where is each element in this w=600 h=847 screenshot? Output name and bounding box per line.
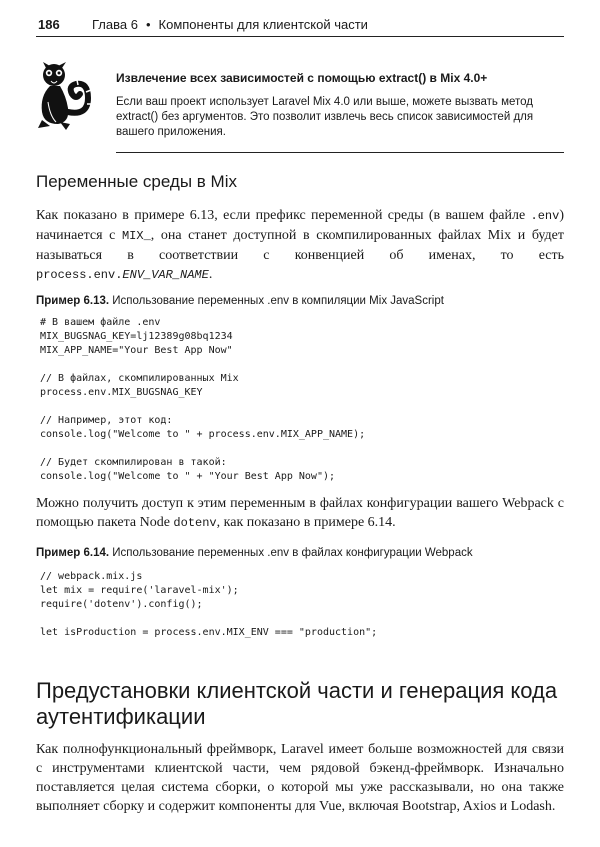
chapter-label: Глава 6 (92, 17, 138, 32)
example-label: Пример 6.13. (36, 295, 110, 307)
section-heading-presets: Предустановки клиентской части и генерация кода аутентификации (36, 678, 558, 729)
paragraph-text: . (208, 267, 213, 282)
lemur-icon (36, 62, 98, 132)
paragraph-env-prefix (36, 206, 564, 285)
tip-title: Извлечение всех зависимостей с помощью extract() в Mix 4.0+ (116, 71, 488, 85)
paragraph-text: Можно получить доступ к этим переменным в файлах конфигурации вашего Webpack с помощью пакета Node (36, 496, 564, 530)
paragraph-text: , как показано в примере 6.14. (216, 515, 396, 530)
tip-divider (116, 152, 564, 153)
example-caption-text: Использование переменных .env в файлах конфигурации Webpack (112, 547, 473, 559)
inline-code-env-file: .env (530, 209, 560, 223)
tip-body: Если ваш проект использует Laravel Mix 4.0 или выше, можете вызвать метод extract() без аргументов. Это позволит извлечь весь список зависимостей для вашего приложения. (116, 96, 534, 138)
inline-code-mix-prefix: MIX_ (121, 229, 151, 243)
paragraph-laravel-frontend: Как полнофункциональный фреймворк, Laravel имеет больше возможностей для связи с инструментами клиентской части, чем рядовой бэкенд-фреймворк. Изначально поставляется целая система сборки, о которой мы уже рассказывали, но она также выполняет сборку и содержит компоненты для Vue, включая Bootstrap, Axios и Lodash. (36, 742, 564, 814)
example-caption-text: Использование переменных .env в компиляции Mix JavaScript (112, 295, 444, 307)
inline-code-env-var-name: ENV_VAR_NAME (122, 268, 209, 282)
inline-code-dotenv: dotenv (173, 516, 217, 530)
page-number: 186 (38, 17, 60, 32)
chapter-heading (92, 17, 368, 32)
paragraph-webpack-dotenv (36, 494, 564, 533)
header-bullet: • (145, 17, 151, 32)
chapter-title: Компоненты для клиентской части (158, 17, 368, 32)
paragraph-text: , она станет доступной в скомпилированных файлах Mix и будет называться в соответствии с конвенцией об именах, то есть (36, 228, 564, 263)
example-caption-6-14 (36, 547, 473, 559)
code-block-6-13: # В вашем файле .env MIX_BUGSNAG_KEY=lj12389g08bq1234 MIX_APP_NAME="Your Best App Now" // В файлах, скомпилированных Mix process.env.MIX_BUGSNAG_KEY // Например, этот код: console.log("Welcome to " + process.env.MIX_APP_NAME); // Будет скомпилирован в такой: console.log("Welcome to " + "Your Best App Now"); (40, 317, 366, 482)
running-header (36, 14, 564, 37)
tip-box (36, 62, 564, 162)
paragraph-text: Как показано в примере 6.13, если префикс переменной среды (в вашем файле (36, 208, 531, 223)
inline-code-process-env: process.env. (36, 268, 123, 282)
example-caption-6-13 (36, 295, 444, 307)
section-heading-mix-env: Переменные среды в Mix (36, 172, 237, 191)
example-label: Пример 6.14. (36, 547, 110, 559)
paragraph-text: ) начинается с (36, 208, 564, 243)
code-block-6-14: // webpack.mix.js let mix = require('laravel-mix'); require('dotenv').config(); let isProduction = process.env.MIX_ENV === "production"; (40, 571, 378, 638)
